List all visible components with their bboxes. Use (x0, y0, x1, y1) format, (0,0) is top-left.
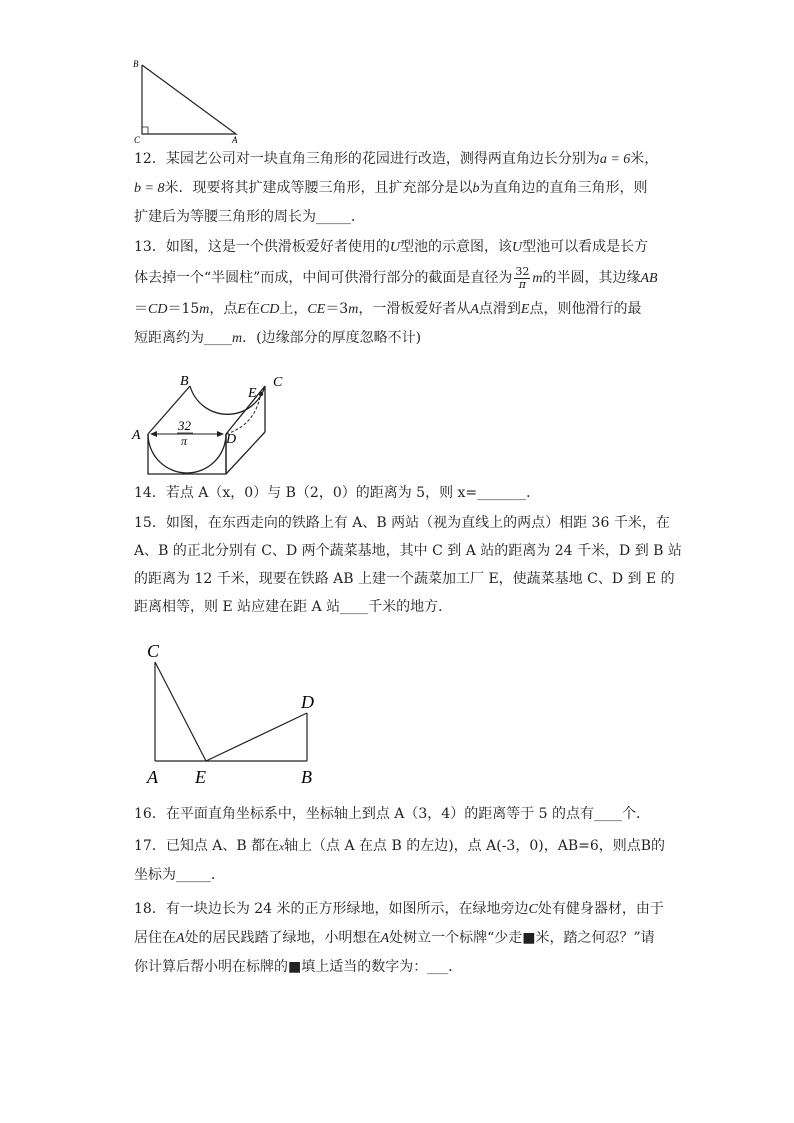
q12-a-expr: a = 6 (599, 152, 631, 167)
q13-u1: U (389, 240, 400, 255)
segment-ed (206, 713, 307, 761)
q13-t4b: ．(边缘部分的厚度忽略不计) (242, 330, 422, 346)
q12-text-1: 12．某园艺公司对一块直角三角形的花园进行改造，测得两直角边长分别为 (134, 151, 600, 167)
q13-u2: U (511, 240, 523, 255)
arrow-right (217, 431, 224, 437)
question-17 (134, 832, 664, 889)
q13-unit-m-3: m (348, 302, 359, 317)
q13-frac-den: π (518, 277, 526, 291)
dim-num: 32 (178, 418, 191, 433)
q12-text-1-end: 米， (630, 151, 659, 167)
q13-a1: A (470, 302, 479, 317)
q17-line-2: 坐标为_____． (134, 867, 225, 883)
q18-t2c: 处树立一个标牌“少走■米，踏之何忍？”请 (389, 930, 655, 946)
label-b: B (180, 374, 189, 389)
q13-frac-num: 32 (515, 264, 530, 278)
q13-t1b: 型池的示意图，该 (399, 239, 512, 255)
q13-t1c: 型池可以看成是长方 (522, 239, 649, 255)
q15-line-4: 距离相等，则 E 站应建在距 A 站____千米的地方． (134, 599, 453, 615)
point-e (259, 392, 263, 396)
u-pool-svg (130, 370, 300, 480)
q18-t2a: 居住在 (134, 930, 176, 946)
q13-line-3 (134, 295, 664, 324)
q18-line-1 (134, 895, 664, 924)
q12-line-3: 扩建后为等腰三角形的周长为_____． (134, 209, 365, 225)
q15-line-2: A、B 的正北分别有 C、D 两个蔬菜基地，其中 C 到 A 站的距离为 24 千米，D 到 B 站 (134, 543, 682, 559)
right-angle-mark (142, 127, 148, 134)
q13-t3h: 点滑到 (478, 301, 521, 317)
figure-right-triangle (128, 55, 243, 147)
q13-line-1 (134, 233, 664, 262)
q13-t1a: 13．如图，这是一个供滑板爱好者使用的 (134, 239, 390, 255)
question-18 (134, 895, 664, 981)
q18-line-2 (134, 924, 664, 953)
q13-t3g: ，一滑板爱好者从 (358, 301, 471, 317)
dim-den: π (181, 434, 188, 448)
question-15 (134, 509, 682, 621)
q13-t4a: 短距离约为____ (134, 330, 232, 346)
label-d: D (226, 432, 237, 447)
q13-ce: CE (307, 302, 326, 317)
question-14 (134, 479, 664, 507)
label-a: A (147, 767, 158, 787)
q18-a-var: A (176, 931, 185, 946)
q13-fraction (514, 266, 530, 291)
q18-t1b: 处有健身器材，由于 (537, 901, 664, 917)
q15-line-1: 15．如图，在东西走向的铁路上有 A、B 两站（视为直线上的两点）相距 36 千米，在 (134, 515, 670, 531)
q14-line: 14．若点 A（x，0）与 B（2，0）的距离为 5，则 x=_______． (134, 485, 541, 501)
figure-railway (140, 640, 330, 790)
q13-unit-m: m (532, 271, 543, 286)
q16-line: 16．在平面直角坐标系中，坐标轴上到点 A（3，4）的距离等于 5 的点有____个． (134, 806, 650, 822)
triangle-outline (142, 65, 236, 134)
q13-t3b: ＝15 (167, 301, 200, 317)
label-e: E (195, 767, 206, 787)
label-c: C (147, 641, 160, 661)
q13-t3a: ＝ (134, 301, 148, 317)
label-c: C (273, 375, 283, 390)
figure-u-pool (130, 370, 300, 480)
arrow-left (150, 431, 157, 437)
q13-t2a: 体去掉一个“半圆柱”而成，中间可供滑行部分的截面是直径为 (134, 270, 513, 286)
q18-t2b: 处的居民践踏了绿地，小明想在 (184, 930, 381, 946)
q13-t2b: 的半圆，其边缘 (542, 270, 641, 286)
segment-ce (155, 662, 206, 761)
q13-line-4 (134, 324, 664, 353)
q12-line-1 (134, 145, 664, 174)
q18-a-var-2: A (380, 931, 390, 946)
label-b: B (301, 767, 312, 787)
q13-t3e: 上， (279, 301, 308, 317)
label-b: B (133, 59, 139, 69)
q17-t1b: 轴上（点 A 在点 B 的左边)，点 A(-3，0)，AB=6，则点B的 (284, 838, 666, 854)
q13-e2: E (520, 302, 530, 317)
q17-line-1 (134, 832, 664, 861)
q13-ab: AB (640, 271, 658, 286)
q13-unit-m-4: m (232, 331, 243, 346)
right-triangle-svg (128, 55, 243, 147)
label-c: C (134, 135, 141, 145)
q18-c-var: C (528, 902, 538, 917)
q13-unit-m-2: m (199, 302, 210, 317)
q13-cd2: CD (259, 302, 280, 317)
q12-line-2 (134, 174, 664, 203)
q13-t3d: 在 (245, 301, 260, 317)
q13-t3c: ，点 (209, 301, 238, 317)
q12-text-2-end: 为直角边的直角三角形，则 (479, 180, 648, 196)
label-a: A (232, 135, 238, 145)
q17-t1a: 17．已知点 A、B 都在 (134, 838, 280, 854)
q12-b-expr: b = 8 (134, 181, 165, 196)
q12-text-2: 米．现要将其扩建成等腰三角形，且扩充部分是以 (164, 180, 473, 196)
question-13 (134, 233, 664, 353)
q15-line-3: 的距离为 12 千米，现要在铁路 AB 上建一个蔬菜加工厂 E，使蔬菜基地 C、D 到 E 的 (134, 571, 675, 587)
q13-e1: E (237, 302, 246, 317)
label-d: D (301, 692, 314, 712)
q18-line-3: 你计算后帮小明在标牌的■填上适当的数字为：___． (134, 959, 463, 975)
q18-t1a: 18．有一块边长为 24 米的正方形绿地，如图所示，在绿地旁边 (134, 901, 529, 917)
question-16 (134, 800, 664, 828)
q17-x-var: x (279, 841, 285, 853)
q13-t3i: 点，则他滑行的最 (529, 301, 642, 317)
label-e: E (248, 386, 257, 401)
question-12 (134, 145, 664, 231)
q13-t3f: ＝3 (325, 301, 349, 317)
railway-svg (140, 640, 330, 790)
q12-b-var: b (472, 181, 480, 196)
label-a: A (132, 428, 141, 443)
q13-cd: CD (148, 302, 168, 317)
q13-line-2 (134, 262, 664, 295)
